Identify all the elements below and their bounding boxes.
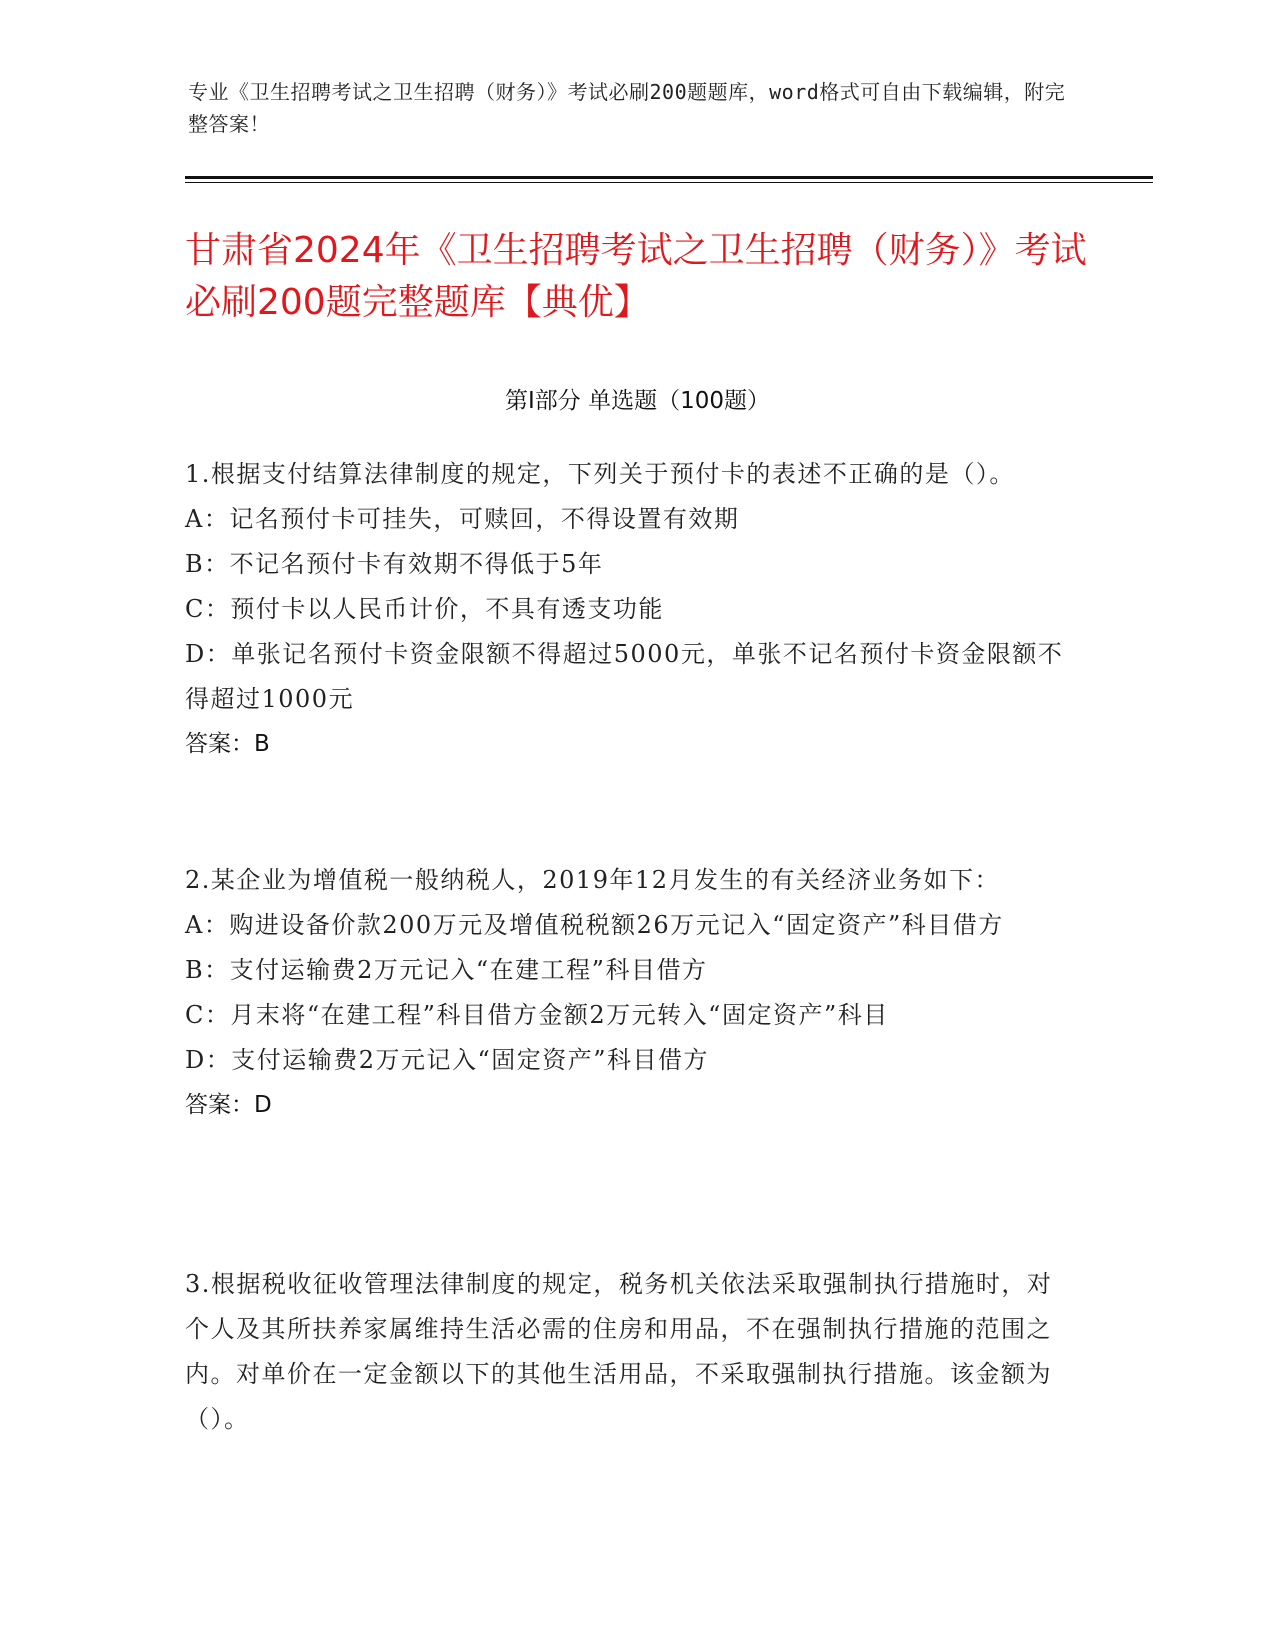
option-b: B：支付运输费2万元记入“在建工程”科目借方: [185, 956, 708, 984]
question-stem: 2.某企业为增值税一般纳税人，2019年12月发生的有关经济业务如下：: [185, 866, 1001, 894]
header-divider-thick: [185, 176, 1153, 179]
option-d: D：支付运输费2万元记入“固定资产”科目借方: [185, 1046, 710, 1074]
question-stem: 1.根据支付结算法律制度的规定，下列关于预付卡的表述不正确的是（）。: [185, 460, 1015, 488]
option-a: A：记名预付卡可挂失，可赎回，不得设置有效期: [185, 505, 740, 533]
question-stem: 3.根据税收征收管理法律制度的规定，税务机关依法采取强制执行措施时，对个人及其所扶养家属维持生活必需的住房和用品，不在强制执行措施的范围之内。对单价在一定金额以下的其他生活用品，不采取强制执行措施。该金额为（）。: [185, 1270, 1053, 1433]
option-c: C：月末将“在建工程”科目借方金额2万元转入“固定资产”科目: [185, 1001, 889, 1029]
option-b: B：不记名预付卡有效期不得低于5年: [185, 550, 604, 578]
option-a: A：购进设备价款200万元及增值税税额26万元记入“固定资产”科目借方: [185, 911, 1004, 939]
question-3: [185, 1262, 1075, 1442]
option-d: D：单张记名预付卡资金限额不得超过5000元，单张不记名预付卡资金限额不得超过1000元: [185, 640, 1064, 713]
answer-label: 答案：B: [185, 731, 270, 757]
option-c: C：预付卡以人民币计价，不具有透支功能: [185, 595, 664, 623]
document-title: 甘肃省2024年《卫生招聘考试之卫生招聘（财务）》考试必刷200题完整题库【典优】: [185, 230, 1087, 323]
answer-label: 答案：D: [185, 1092, 272, 1118]
section-title: 第Ⅰ部分 单选题（100题）: [505, 388, 770, 414]
question-2: [185, 858, 1075, 1128]
header-divider-thin: [185, 182, 1153, 183]
question-1: [185, 452, 1075, 767]
header-note: 专业《卫生招聘考试之卫生招聘（财务）》考试必刷200题题库，word格式可自由下载编辑，附完整答案！: [188, 80, 1066, 136]
